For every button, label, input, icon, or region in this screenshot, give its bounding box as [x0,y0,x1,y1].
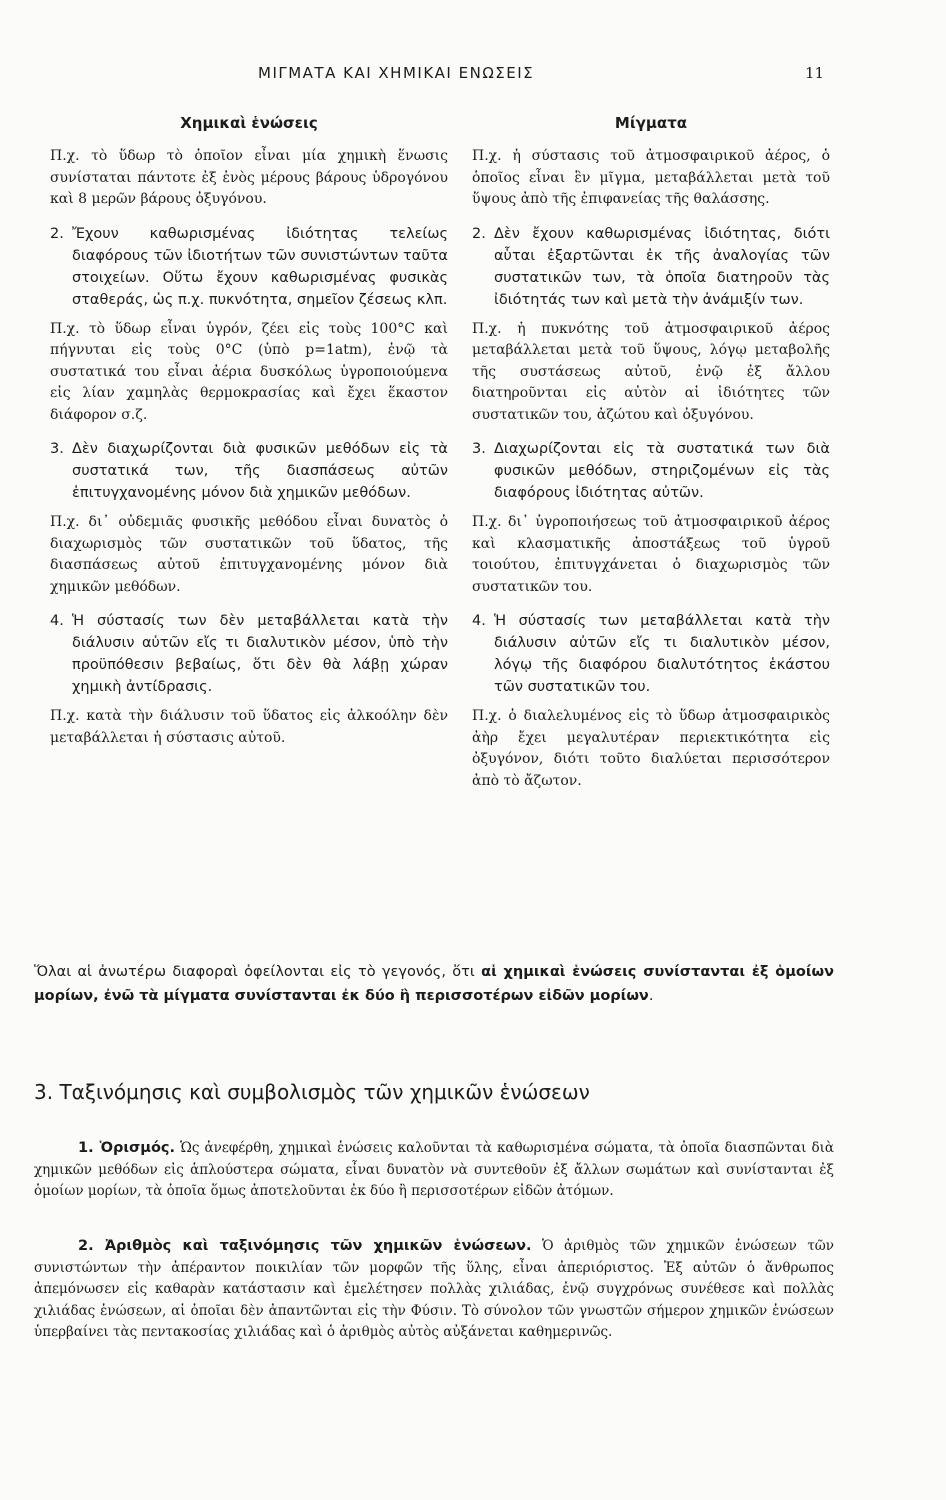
summary-bold: αἱ χημικαὶ ἑνώσεις συνίστανται ἐξ ὁμοίων μορίων, ἐνῶ τὰ μίγματα συνίστανται ἐκ δύο ἢ περισσοτέρων εἰδῶν μορίων [34,964,834,1004]
definition-paragraph [34,1138,834,1203]
summary-intro: Ὅλαι αἱ ἀνωτέρω διαφοραὶ ὀφείλονται εἰς τὸ γεγονός, ὅτι [34,964,482,980]
mixtures-point-3 [472,438,830,504]
point-text: Δὲν ἔχουν καθωρισμένας ἰδιότητας, διότι αὗται ἐξαρτῶνται ἐκ τῆς ἀναλογίας τῶν συστατικῶν των, τὰ ὁποῖα διατηροῦν τὰς ἰδιότητάς των καὶ μετὰ τὴν ἀνάμιξίν των. [494,225,830,308]
point-text: Ἔχουν καθωρισμένας ἰδιότητας τελείως διαφόρους τῶν ἰδιοτήτων τῶν συνιστώντων ταῦτα στοιχείων. Οὕτω ἔχουν καθωρισμένας φυσικὰς σταθεράς, ὡς π.χ. πυκνότητα, σημεῖον ζέσεως κλπ. [72,225,448,308]
point-number: 4. [50,613,64,629]
mixtures-point-2 [472,223,830,311]
compounds-point-4 [50,610,448,698]
mixtures-example-2: Π.χ. ἡ πυκνότης τοῦ ἀτμοσφαιρικοῦ ἀέρος μεταβάλλεται μετὰ τοῦ ὕψους, λόγῳ μεταβολῆς τῆς συστάσεως αὐτοῦ, ἐνῷ ἐξ ἄλλου διατηροῦνται εἰς αὐτὸν αἱ ἰδιότητες τῶν συστατικῶν του, ἀζώτου καὶ ὀξυγόνου. [472,320,830,423]
point-text: Ἡ σύστασίς των δὲν μεταβάλλεται κατὰ τὴν διάλυσιν αὐτῶν εἴς τι διαλυτικὸν μέσον, ὑπὸ τὴν προϋπόθεσιν βεβαίως, ὅτι δὲν θὰ λάβῃ χώραν χημικὴ ἀντίδρασις. [72,613,448,695]
point-number: 2. [472,225,486,242]
mixtures-column [472,112,830,792]
classification-lead: 2. Ἀριθμὸς καὶ ταξινόμησις τῶν χημικῶν ἑνώσεων. [78,1238,532,1254]
point-number: 2. [50,225,64,242]
mixtures-example-4: Π.χ. ὁ διαλελυμένος εἰς τὸ ὕδωρ ἀτμοσφαιρικὸς ἀὴρ ἔχει μεγαλυτέραν περιεκτικότητα εἰς ὀξυγόνον, διότι τοῦτο διαλύεται περισσότερον ἀπὸ τὸ ἄζωτον. [472,708,830,789]
point-text: Δὲν διαχωρίζονται διὰ φυσικῶν μεθόδων εἰς τὰ συστατικά των, τῆς διασπάσεως αὐτῶν ἐπιτυγχανομένης μόνον διὰ χημικῶν μεθόδων. [72,441,448,501]
definition-lead: 1. Ὁρισμός. [78,1140,176,1156]
point-text: Διαχωρίζονται εἰς τὰ συστατικά των διὰ φυσικῶν μεθόδων, στηριζομένων εἰς τὰς διαφόρους ἰδιότητας αὐτῶν. [494,441,830,501]
mixtures-point-4 [472,610,830,698]
summary-paragraph [34,960,834,1008]
classification-text: Ὁ ἀριθμὸς τῶν χημικῶν ἑνώσεων τῶν συνιστώντων τὴν ἀπέραντον ποικιλίαν τῶν μορφῶν τῆς ὕλης, εἶναι ἀπεριόριστος. Ἐξ αὐτῶν ὁ ἄνθρωπος ἀπεμόνωσεν εἰς καθαρὰν κατάστασιν καὶ ἐμελέτησεν πολλὰς χιλιάδας, ἐνῷ συγχρόνως συνέθεσε καὶ πολλὰς χιλιάδας ἑνώσεων, αἱ ὁποῖαι δὲν ἀπαντῶνται εἰς τὴν Φύσιν. Τὸ σύνολον τῶν γνωστῶν σήμερον χημικῶν ἑνώσεων ὑπερβαίνει τὰς πεντακοσίας χιλιάδας καὶ ὁ ἀριθμὸς αὐτὸς αὐξάνεται καθημερινῶς. [34,1238,835,1340]
compounds-example-1: Π.χ. τὸ ὕδωρ τὸ ὁποῖον εἶναι μία χημικὴ ἕνωσις συνίσταται πάντοτε ἐξ ἑνὸς μέρους βάρους ὑδρογόνου καὶ 8 μερῶν βάρους ὀξυγόνου. [50,148,448,207]
compounds-example-4: Π.χ. κατὰ τὴν διάλυσιν τοῦ ὕδατος εἰς ἀλκοόλην δὲν μεταβάλλεται ἡ σύστασις αὐτοῦ. [50,708,448,746]
mixtures-example-1: Π.χ. ἡ σύστασις τοῦ ἀτμοσφαιρικοῦ ἀέρος, ὁ ὁποῖος εἶναι ἓν μῖγμα, μεταβάλλεται μετὰ τοῦ ὕψους ἀπὸ τῆς ἐπιφανείας τῆς θαλάσσης. [472,148,830,207]
point-number: 3. [472,441,486,457]
point-number: 4. [472,613,486,629]
compounds-point-2 [50,223,448,311]
page-number: 11 [805,64,825,82]
running-head [0,64,946,88]
compounds-heading: Χημικαὶ ἑνώσεις [180,114,318,132]
compounds-point-3 [50,438,448,504]
compounds-example-2: Π.χ. τὸ ὕδωρ εἶναι ὑγρόν, ζέει εἰς τοὺς 100°C καὶ πήγνυται εἰς τοὺς 0°C (ὑπὸ p=1atm), ἐνῷ τὰ συστατικά του εἶναι ἀέρια δυσκόλως ὑγροποιούμενα εἰς λίαν χαμηλὰς θερμοκρασίας καὶ ἔχει ἕκαστον διάφορον σ.ζ. [50,320,448,423]
compounds-column [50,112,448,749]
compounds-example-3: Π.χ. δι᾽ οὐδεμιᾶς φυσικῆς μεθόδου εἶναι δυνατὸς ὁ διαχωρισμὸς τῶν συστατικῶν τοῦ ὕδατος, τῆς διασπάσεως αὐτοῦ ἐπιτυγχανομένης μόνον διὰ χημικῶν μεθόδων. [50,514,448,595]
definition-text: Ὡς ἀνεφέρθη, χημικαὶ ἑνώσεις καλοῦνται τὰ καθωρισμένα σώματα, τὰ ὁποῖα διασπῶνται διὰ χημικῶν μεθόδων εἰς ἁπλούστερα σώματα, εἶναι δυνατὸν νὰ συντεθοῦν ἐξ ἄλλων σωμάτων καὶ συνίστανται ἐξ ὁμοίων μορίων, τὰ ὁποῖα ὅμως ἀποτελοῦνται ἐκ δύο ἢ περισσοτέρων εἰδῶν ἀτόμων. [34,1140,834,1199]
summary-end: . [648,988,654,1004]
running-title: ΜΙΓΜΑΤΑ ΚΑΙ ΧΗΜΙΚΑΙ ΕΝΩΣΕΙΣ [258,64,535,82]
mixtures-example-3: Π.χ. δι᾽ ὑγροποιήσεως τοῦ ἀτμοσφαιρικοῦ ἀέρος καὶ κλασματικῆς ἀποστάξεως τοῦ ὑγροῦ τοιούτου, ἐπιτυγχάνεται ὁ διαχωρισμὸς τῶν συστατικῶν του. [472,514,830,595]
mixtures-heading: Μίγματα [614,114,688,132]
point-number: 3. [50,441,64,457]
point-text: Ἡ σύστασίς των μεταβάλλεται κατὰ τὴν διάλυσιν αὐτῶν εἴς τι διαλυτικὸν μέσον, λόγῳ τῆς διαφόρου διαλυτότητος ἑκάστου τῶν συστατικῶν του. [494,613,830,695]
classification-paragraph [34,1236,834,1344]
section-heading: 3. Ταξινόμησις καὶ συμβολισμὸς τῶν χημικῶν ἑνώσεων [34,1080,590,1104]
